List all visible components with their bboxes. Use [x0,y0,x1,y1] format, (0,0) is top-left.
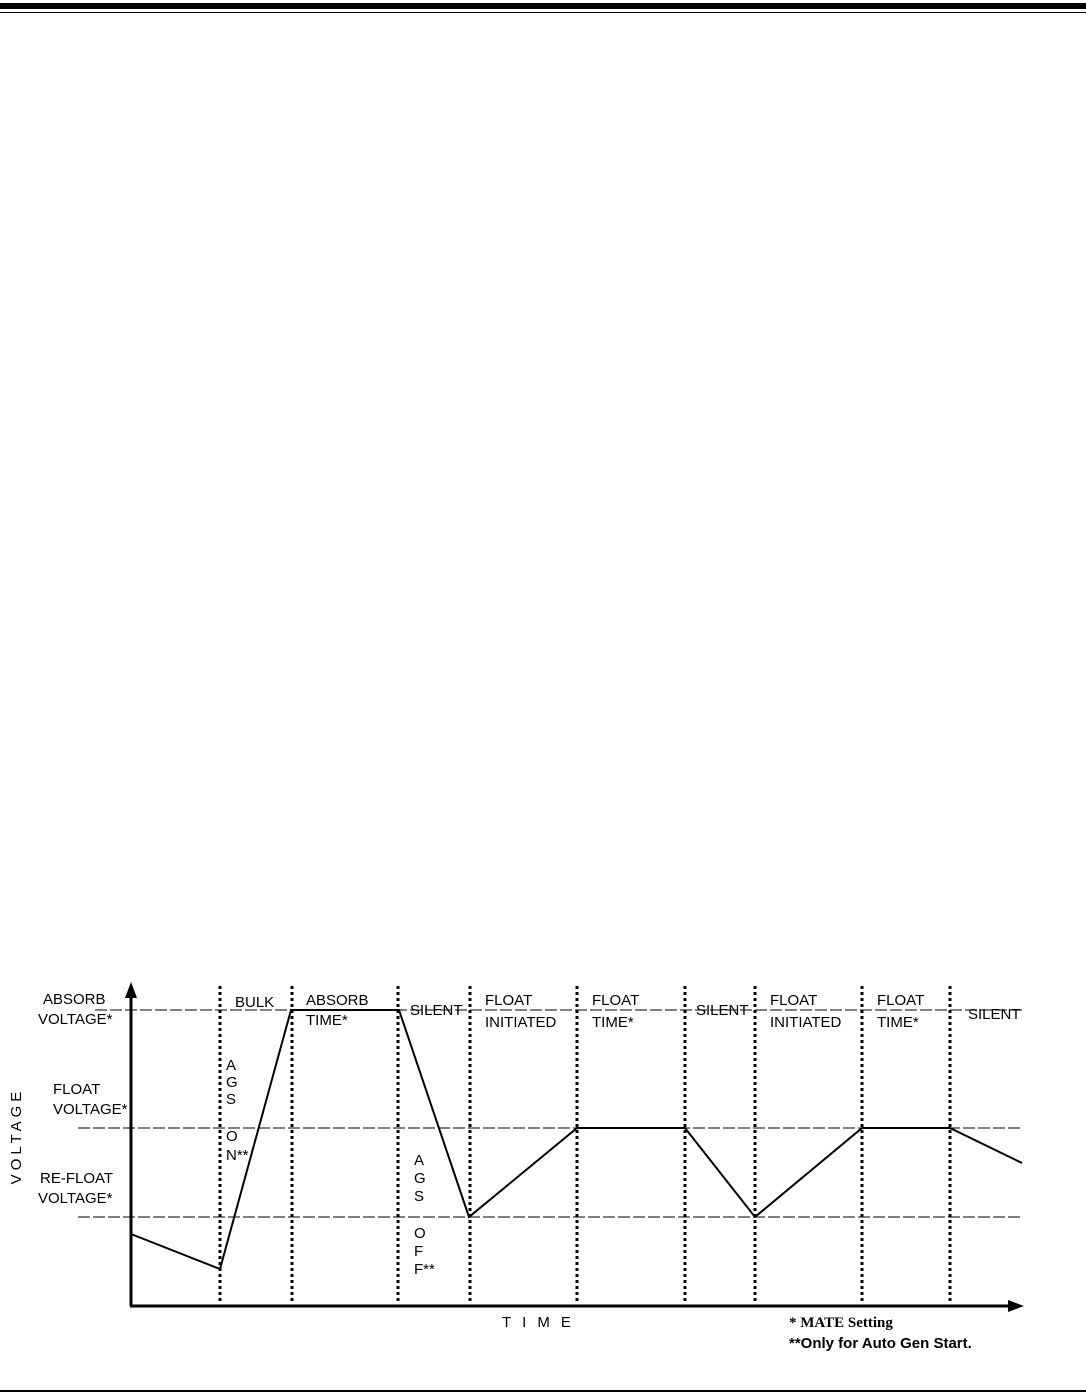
stage-label: FLOAT INITIATED [770,992,842,1031]
ags-on-label: A G S O N** [226,1057,249,1164]
footnote-mate-setting: * MATE Setting [789,1315,893,1331]
stage-label: FLOAT TIME* [877,992,925,1031]
footnote-auto-gen-start: **Only for Auto Gen Start. [789,1335,972,1352]
stage-label: ABSORB TIME* [306,992,369,1029]
stage-label: FLOAT TIME* [592,992,640,1031]
ags-off-label: A G S O F F** [414,1152,435,1278]
x-axis-arrow-icon [1008,1300,1024,1312]
stage-label: SILENT [968,1006,1021,1023]
level-label-refloat: RE-FLOAT VOLTAGE* [38,1170,113,1207]
x-axis-title: TIME [502,1314,582,1331]
stage-label: SILENT [410,1002,463,1019]
stage-label: FLOAT INITIATED [485,992,557,1031]
y-axis-title: VOLTAGE [8,1087,25,1185]
level-label-float: FLOAT VOLTAGE* [53,1081,128,1118]
level-label-absorb: ABSORB VOLTAGE* [38,991,113,1028]
stage-label: BULK [235,994,275,1011]
stage-label: SILENT [696,1002,749,1019]
y-axis-arrow-icon [125,982,137,998]
